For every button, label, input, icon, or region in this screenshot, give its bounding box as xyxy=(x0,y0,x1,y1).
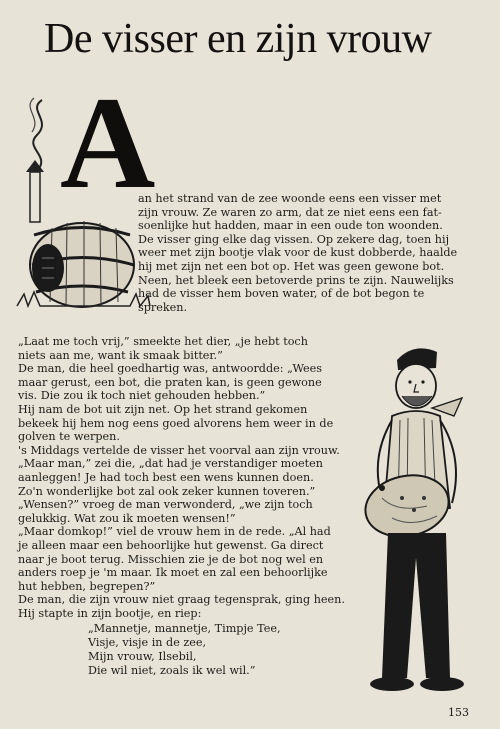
text-line: weer met zijn bootje vlak voor de kust dobberde, haalde xyxy=(138,246,458,260)
text-line: De visser ging elke dag vissen. Op zekere dag, toen hij xyxy=(138,232,450,246)
text-line: bekeek hij hem nog eens goed alvorens hem weer in de xyxy=(18,416,334,430)
verse-line: „Mannetje, mannetje, Timpje Tee, xyxy=(88,622,281,636)
text-line: gelukkig. Wat zou ik moeten wensen!” xyxy=(18,511,236,525)
text-line: „Maar domkop!” viel de vrouw hem in de rede. „Al had xyxy=(18,525,331,539)
text-line: anders roep je 'm maar. Ik moet en zal een behoorlijke xyxy=(18,566,328,580)
intro-paragraph xyxy=(138,192,483,314)
story-body xyxy=(18,335,358,678)
text-line: golven te werpen. xyxy=(18,430,120,444)
text-line: Hij nam de bot uit zijn net. Op het strand gekomen xyxy=(18,402,308,416)
text-line: vis. Die zou ik toch niet gehouden hebben.” xyxy=(18,389,266,403)
rhyme-verse xyxy=(88,622,358,677)
text-line: Zo'n wonderlijke bot zal ook zeker kunnen toveren.” xyxy=(18,484,316,498)
text-line: aanleggen! Je had toch best een wens kunnen doen. xyxy=(18,470,314,484)
text-line: 's Middags vertelde de visser het voorval aan zijn vrouw. xyxy=(18,443,340,457)
text-line: De man, die zijn vrouw niet graag tegensprak, ging heen. xyxy=(18,593,345,607)
text-line: had de visser hem boven water, of de bot begon te xyxy=(138,287,425,301)
text-line: hut hebben, begrepen?” xyxy=(18,579,156,593)
text-line: De man, die heel goedhartig was, antwoordde: „Wees xyxy=(18,362,323,376)
text-line: maar gerust, een bot, die praten kan, is geen gewone xyxy=(18,375,322,389)
text-line: „Laat me toch vrij,” smeekte het dier, „je hebt toch xyxy=(18,335,308,348)
text-line: hij met zijn net een bot op. Het was geen gewone bot. xyxy=(138,259,445,273)
text-line: niets aan me, want ik smaak bitter.” xyxy=(18,348,223,362)
text-line: „Wensen?” vroeg de man verwonderd, „we zijn toch xyxy=(18,498,313,512)
verse-line: Die wil niet, zoals ik wel wil.” xyxy=(88,663,256,677)
verse-line: Visje, visje in de zee, xyxy=(88,636,207,650)
fisherman-with-fish-illustration xyxy=(352,338,492,703)
page-number: 153 xyxy=(448,706,469,719)
text-line: spreken. xyxy=(138,300,188,314)
drop-cap-letter: A xyxy=(60,69,156,216)
verse-line: Mijn vrouw, Ilsebil, xyxy=(88,650,197,664)
text-line: naar je boot terug. Misschien zie je de bot nog wel en xyxy=(18,552,324,566)
text-line: „Maar man,” zei die, „dat had je verstandiger moeten xyxy=(18,457,323,471)
text-line: Neen, het bleek een betoverde prins te zijn. Nauwelijks xyxy=(138,273,454,287)
text-line: an het strand van de zee woonde eens een visser met xyxy=(138,192,442,205)
text-line: zijn vrouw. Ze waren zo arm, dat ze niet eens een fat- xyxy=(138,205,442,219)
text-line: Hij stapte in zijn bootje, en riep: xyxy=(18,606,202,620)
text-line: soenlijke hut hadden, maar in een oude ton woonden. xyxy=(138,219,443,233)
text-line: je alleen maar een behoorlijke hut gewenst. Ga direct xyxy=(18,538,324,552)
page-title: De visser en zijn vrouw xyxy=(44,16,432,62)
